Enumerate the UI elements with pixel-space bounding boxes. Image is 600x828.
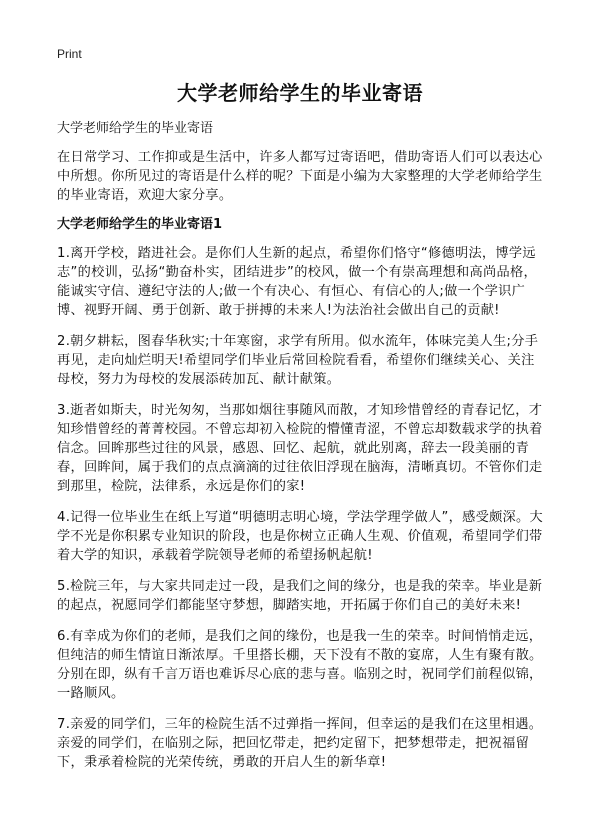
print-label: Print bbox=[57, 47, 82, 61]
message-paragraph: 2.朝夕耕耘，图春华秋实;十年寒窗，求学有所用。似水流年，体味完美人生;分手再见，走向灿烂明天!希望同学们毕业后常回检院看看，希望你们继续关心、关注母校，努力为母校的发展添砖加瓦、献计献策。 bbox=[57, 334, 539, 387]
message-paragraph: 4.记得一位毕业生在纸上写道“明德明志明心境，学法学理学做人”，感受颇深。大学不光是你积累专业知识的阶段，也是你树立正确人生观、价值观，希望同学们带着大学的知识，承载着学院领导老师的希望扬帆起航! bbox=[57, 510, 544, 563]
document-subtitle: 大学老师给学生的毕业寄语 bbox=[57, 121, 214, 136]
message-paragraph: 1.离开学校，踏进社会。是你们人生新的起点，希望你们恪守“修德明法，博学远志”的校训，弘扬“勤奋朴实，团结进步”的校风，做一个有崇高理想和高尚品格，能诚实守信、遵纪守法的人;做一个有决心、有恒心、有信心的人;做一个学识广博、视野开阔、勇于创新、敢于拼搏的未来人!为法治社会做出自己的贡献! bbox=[57, 246, 537, 318]
message-paragraph: 6.有幸成为你们的老师，是我们之间的缘份，也是我一生的荣幸。时间悄悄走远，但纯洁的师生情谊日渐浓厚。千里搭长棚，天下没有不散的宴席，人生有聚有散。分别在即，纵有千言万语也难诉尽心底的悲与喜。临别之时，祝同学们前程似锦，一路顺风。 bbox=[57, 629, 543, 701]
message-paragraph: 5.检院三年，与大家共同走过一段，是我们之间的缘分，也是我的荣幸。毕业是新的起点，祝愿同学们都能坚守梦想，脚踏实地，开拓属于你们自己的美好未来! bbox=[57, 579, 543, 613]
message-paragraph: 7.亲爱的同学们，三年的检院生活不过弹指一挥间，但幸运的是我们在这里相遇。亲爱的同学们，在临别之际，把回忆带走，把约定留下，把梦想带走，把祝福留下，秉承着检院的光荣传统，勇敢的开启人生的新华章! bbox=[57, 717, 543, 770]
section-heading: 大学老师给学生的毕业寄语1 bbox=[57, 217, 223, 232]
document-title: 大学老师给学生的毕业寄语 bbox=[177, 81, 423, 105]
intro-paragraph: 在日常学习、工作抑或是生活中，许多人都写过寄语吧，借助寄语人们可以表达心中所想。你所见过的寄语是什么样的呢？下面是小编为大家整理的大学老师给学生的毕业寄语，欢迎大家分享。 bbox=[57, 150, 543, 203]
document-body bbox=[57, 120, 546, 784]
message-paragraph: 3.逝者如斯夫，时光匆匆，当那如烟往事随风而散，才知珍惜曾经的青春记忆，才知珍惜曾经的菁菁校园。不曾忘却初入检院的懵懂青涩，不曾忘却数载求学的执着信念。回眸那些过往的风景，感恩、回忆、起航，就此别离，辞去一段美丽的青春，回眸间，属于我们的点点滴滴的过往依旧浮现在脑海，清晰真切。不管你们走到那里，检院，法律系，永远是你们的家! bbox=[57, 403, 543, 494]
